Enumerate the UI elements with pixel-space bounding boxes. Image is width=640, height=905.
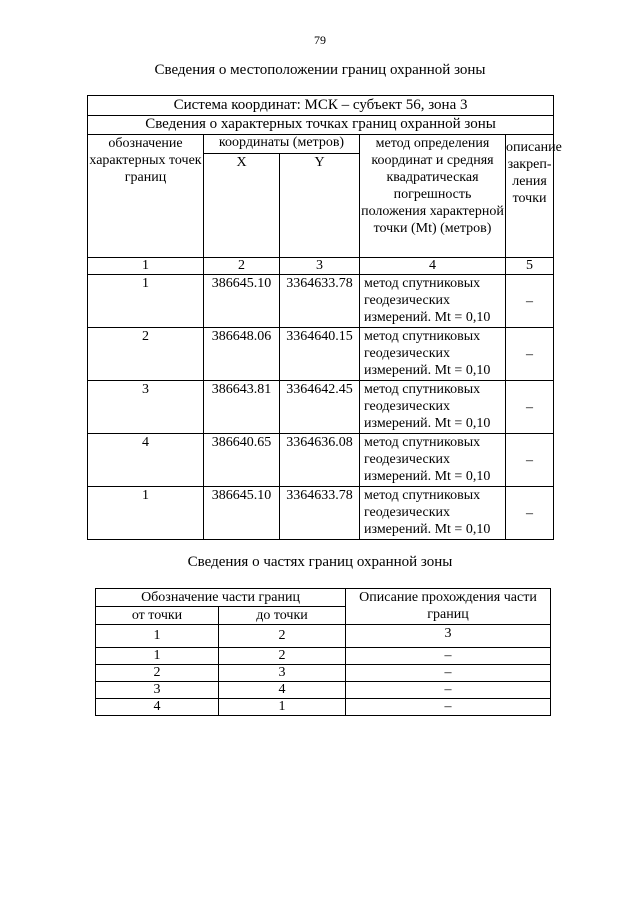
coord-y: 3364640.15 (280, 328, 360, 381)
point-id: 2 (88, 328, 204, 381)
table-row (88, 381, 554, 434)
points-table (87, 95, 562, 540)
col-number: 5 (506, 258, 554, 275)
col-header-point: обозначение характерных точек границ (88, 135, 204, 258)
part-desc: – (346, 682, 551, 699)
part-desc: – (346, 665, 551, 682)
method-text: метод спутниковых геодезических измерений. Mt = 0,10 (360, 381, 506, 434)
from-point: 3 (96, 682, 219, 699)
method-text: метод спутниковых геодезических измерений. Mt = 0,10 (360, 328, 506, 381)
col-number: 3 (346, 625, 551, 648)
coord-y: 3364633.78 (280, 487, 360, 540)
coord-x: 386645.10 (204, 275, 280, 328)
col-header-to: до точки (219, 607, 346, 625)
section-title-parts: Сведения о частях границ охранной зоны (187, 554, 453, 570)
section-title-boundaries: Сведения о местоположении границ охранной зоны (154, 62, 486, 78)
col-number: 1 (88, 258, 204, 275)
col-number: 3 (280, 258, 360, 275)
point-id: 1 (88, 275, 204, 328)
coord-y: 3364642.45 (280, 381, 360, 434)
part-desc: – (346, 699, 551, 716)
to-point: 1 (219, 699, 346, 716)
table-row (96, 699, 551, 716)
fixing-desc: – (506, 328, 554, 381)
point-id: 3 (88, 381, 204, 434)
table-row (88, 275, 554, 328)
coord-x: 386643.81 (204, 381, 280, 434)
col-number: 4 (360, 258, 506, 275)
table-row (96, 648, 551, 665)
points-section-header: Сведения о характерных точках границ охранной зоны (88, 116, 554, 135)
part-desc: – (346, 648, 551, 665)
coord-x: 386640.65 (204, 434, 280, 487)
coord-x: 386645.10 (204, 487, 280, 540)
col-header-part-desc: Описание прохождения части границ (346, 589, 551, 625)
method-text: метод спутниковых геодезических измерений. Mt = 0,10 (360, 275, 506, 328)
from-point: 2 (96, 665, 219, 682)
table-row (88, 328, 554, 381)
from-point: 1 (96, 648, 219, 665)
from-point: 4 (96, 699, 219, 716)
fixing-desc: – (506, 275, 554, 328)
page-number: 79 (314, 33, 326, 47)
col-header-x: X (204, 153, 280, 257)
col-header-coords: координаты (метров) (204, 135, 360, 154)
to-point: 4 (219, 682, 346, 699)
table-row (88, 487, 554, 540)
col-number: 1 (96, 625, 219, 648)
fixing-desc: – (506, 487, 554, 540)
fixing-desc: – (506, 381, 554, 434)
table-row (88, 434, 554, 487)
fixing-desc: – (506, 434, 554, 487)
coord-system-header: Система координат: МСК – субъект 56, зона 3 (88, 96, 554, 116)
parts-table (95, 588, 551, 716)
col-number: 2 (204, 258, 280, 275)
col-header-from: от точки (96, 607, 219, 625)
table-row (96, 682, 551, 699)
col-header-part: Обозначение части границ (96, 589, 346, 607)
table-row (96, 665, 551, 682)
point-id: 4 (88, 434, 204, 487)
method-text: метод спутниковых геодезических измерений. Mt = 0,10 (360, 434, 506, 487)
col-header-y: Y (280, 153, 360, 257)
to-point: 2 (219, 648, 346, 665)
coord-y: 3364636.08 (280, 434, 360, 487)
col-header-desc: описание закреп-ления точки (506, 135, 554, 258)
coord-x: 386648.06 (204, 328, 280, 381)
col-number: 2 (219, 625, 346, 648)
method-text: метод спутниковых геодезических измерений. Mt = 0,10 (360, 487, 506, 540)
coord-y: 3364633.78 (280, 275, 360, 328)
to-point: 3 (219, 665, 346, 682)
col-header-method: метод определения координат и средняя квадратическая погрешность положения характерной точки (Mt) (метров) (360, 135, 506, 258)
point-id: 1 (88, 487, 204, 540)
